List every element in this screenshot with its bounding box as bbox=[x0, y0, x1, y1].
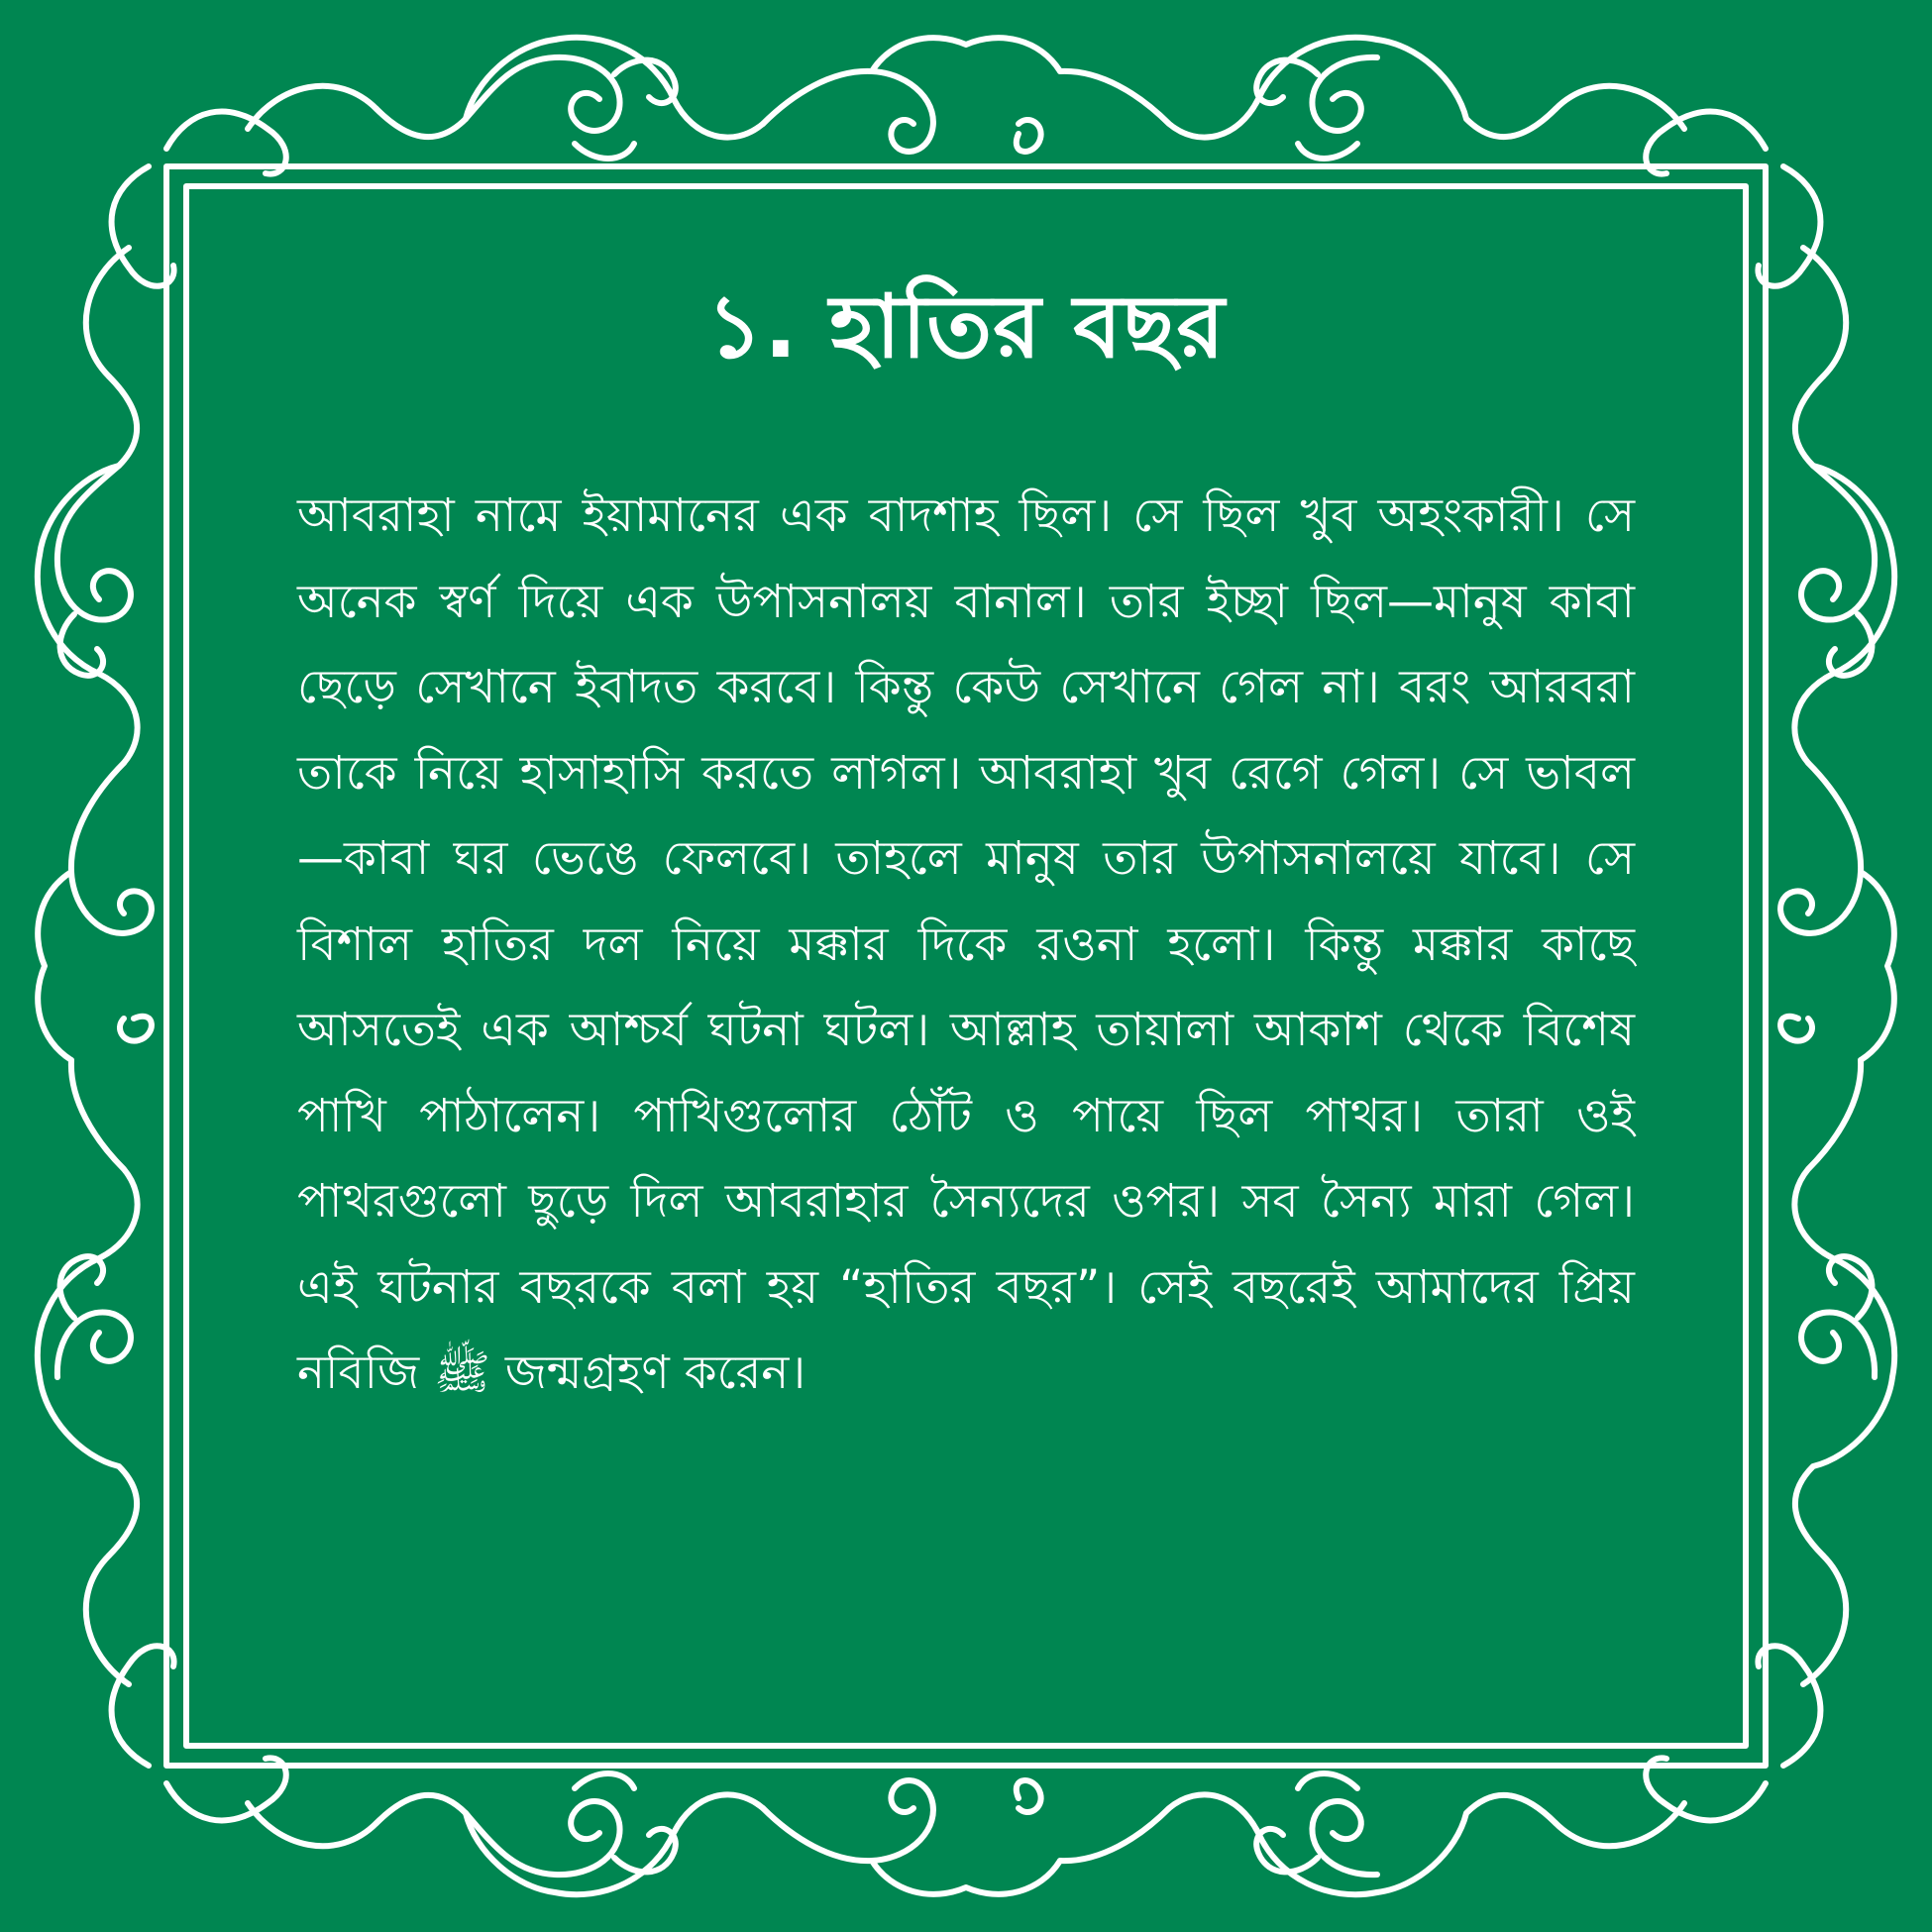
story-body: আবরাহা নামে ইয়ামানের এক বাদশাহ ছিল। সে ছিল খুব অহংকারী। সে অনেক স্বর্ণ দিয়ে এক উপাসনালয় বানাল। তার ইচ্ছা ছিল—মানুষ কাবা ছেড়ে সেখানে ইবাদত করবে। কিন্তু কেউ সেখানে গেল না। বরং আরবরা তাকে নিয়ে হাসাহাসি করতে লাগল। আবরাহা খুব রেগে গেল। সে ভাবল—কাবা ঘর ভেঙে ফেলবে। তাহলে মানুষ তার উপাসনালয়ে যাবে। সে বিশাল হাতির দল নিয়ে মক্কার দিকে রওনা হলো। কিন্তু মক্কার কাছে আসতেই এক আশ্চর্য ঘটনা ঘটল। আল্লাহ তায়ালা আকাশ থেকে বিশেষ পাখি পাঠালেন। পাখিগুলোর ঠোঁট ও পায়ে ছিল পাথর। তারা ওই পাথরগুলো ছুড়ে দিল আবরাহার সৈন্যদের ওপর। সব সৈন্য মারা গেল। এই ঘটনার বছরকে বলা হয় “হাতির বছর”। সেই বছরেই আমাদের প্রিয় নবিজি ﷺ জন্মগ্রহণ করেন। bbox=[297, 488, 1635, 1400]
story-content bbox=[297, 268, 1635, 1655]
story-title: ১. হাতির বছর bbox=[706, 275, 1226, 377]
